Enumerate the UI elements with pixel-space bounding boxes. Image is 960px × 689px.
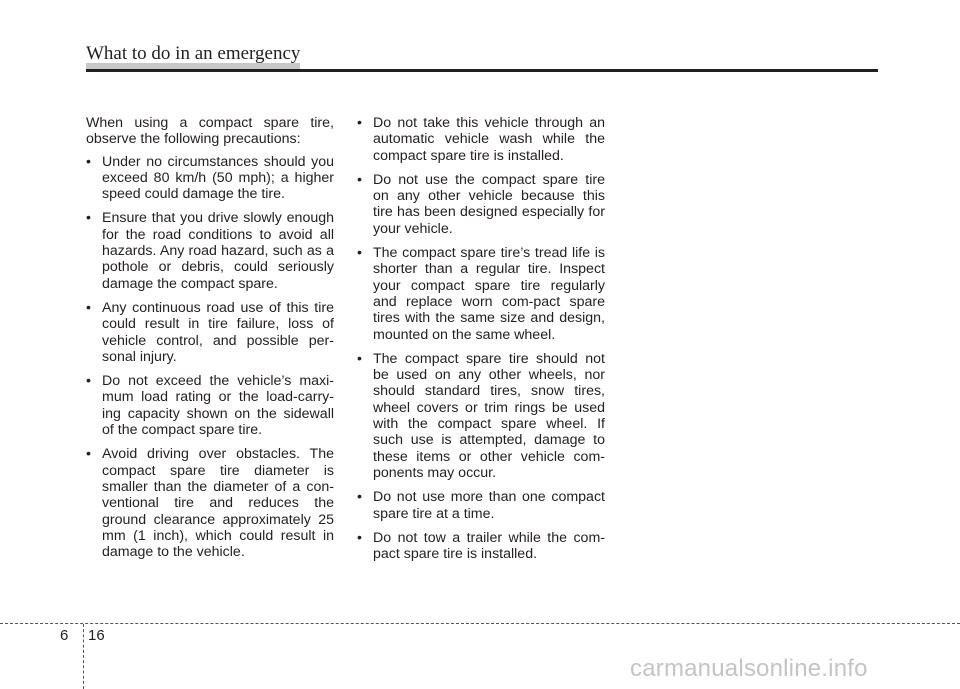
list-item bbox=[357, 489, 605, 522]
list-item bbox=[357, 245, 605, 343]
page-title: What to do in an emergency bbox=[86, 43, 301, 64]
list-item bbox=[86, 446, 334, 560]
intro-paragraph: When using a compact spare tire, observe the following precautions: bbox=[86, 115, 334, 148]
bullet-icon: • bbox=[86, 153, 91, 170]
list-item-text: The compact spare tire’s tread life is shorter than a regular tire. Inspect your compact spare tire regularly and replace worn com-pact spare tires with the same size and design, mounted on the same wheel. bbox=[373, 245, 605, 343]
list-item-text: The compact spare tire should not be used on any other wheels, nor should standard tires, snow tires, wheel covers or trim rings be used with the compact spare wheel. If such use is attempted, damage to these items or other vehicle com-ponents may occur. bbox=[373, 350, 605, 481]
bullet-icon: • bbox=[357, 350, 362, 367]
list-item-text: Do not use more than one compact spare tire at a time. bbox=[373, 489, 605, 522]
list-item bbox=[86, 154, 334, 203]
list-item bbox=[357, 172, 605, 237]
section-number: 6 bbox=[60, 627, 69, 644]
list-item-text: Any continuous road use of this tire could result in tire failure, loss of vehicle control, and possible per-sonal injury. bbox=[102, 299, 334, 365]
list-item bbox=[357, 351, 605, 481]
left-bullet-list bbox=[86, 154, 334, 561]
bullet-icon: • bbox=[357, 115, 362, 131]
watermark: carmanualsonline.info bbox=[630, 655, 868, 682]
bullet-icon: • bbox=[357, 245, 362, 262]
list-item bbox=[357, 530, 605, 563]
list-item-text: Do not use the compact spare tire on any other vehicle because this tire has been designed especially for your vehicle. bbox=[373, 171, 605, 237]
list-item-text: Do not take this vehicle through an automatic vehicle wash while the compact spare tire is installed. bbox=[373, 115, 605, 164]
list-item-text: Avoid driving over obstacles. The compact spare tire diameter is smaller than the diameter of a con-ventional tire and reduces the ground clearance approximately 25 mm (1 inch), which could result in damage to the vehicle. bbox=[102, 446, 334, 561]
bullet-icon: • bbox=[86, 210, 91, 227]
right-column bbox=[357, 115, 605, 570]
list-item-text: Do not tow a trailer while the com-pact spare tire is installed. bbox=[373, 529, 605, 563]
list-item-text: Under no circumstances should you exceed 80 km/h (50 mph); a higher speed could damage the tire. bbox=[102, 153, 334, 203]
bullet-icon: • bbox=[86, 446, 91, 463]
header-divider bbox=[86, 69, 878, 72]
list-item bbox=[357, 115, 605, 164]
footer-divider bbox=[0, 623, 960, 624]
left-column bbox=[86, 115, 334, 568]
bullet-icon: • bbox=[86, 299, 91, 316]
list-item bbox=[86, 210, 334, 291]
bullet-icon: • bbox=[86, 373, 91, 390]
list-item bbox=[86, 373, 334, 438]
list-item-text: Ensure that you drive slowly enough for the road conditions to avoid all hazards. Any road hazard, such as a pothole or debris, could seriously damage the compact spare. bbox=[102, 210, 334, 292]
right-bullet-list bbox=[357, 115, 605, 562]
page-number: 16 bbox=[88, 627, 105, 644]
list-item-text: Do not exceed the vehicle’s maxi-mum load rating or the load-carry-ing capacity shown on the sidewall of the compact spare tire. bbox=[102, 373, 334, 439]
bullet-icon: • bbox=[357, 171, 362, 188]
list-item bbox=[86, 300, 334, 365]
footer-vertical-divider bbox=[83, 624, 84, 689]
bullet-icon: • bbox=[357, 489, 362, 506]
bullet-icon: • bbox=[357, 529, 362, 546]
